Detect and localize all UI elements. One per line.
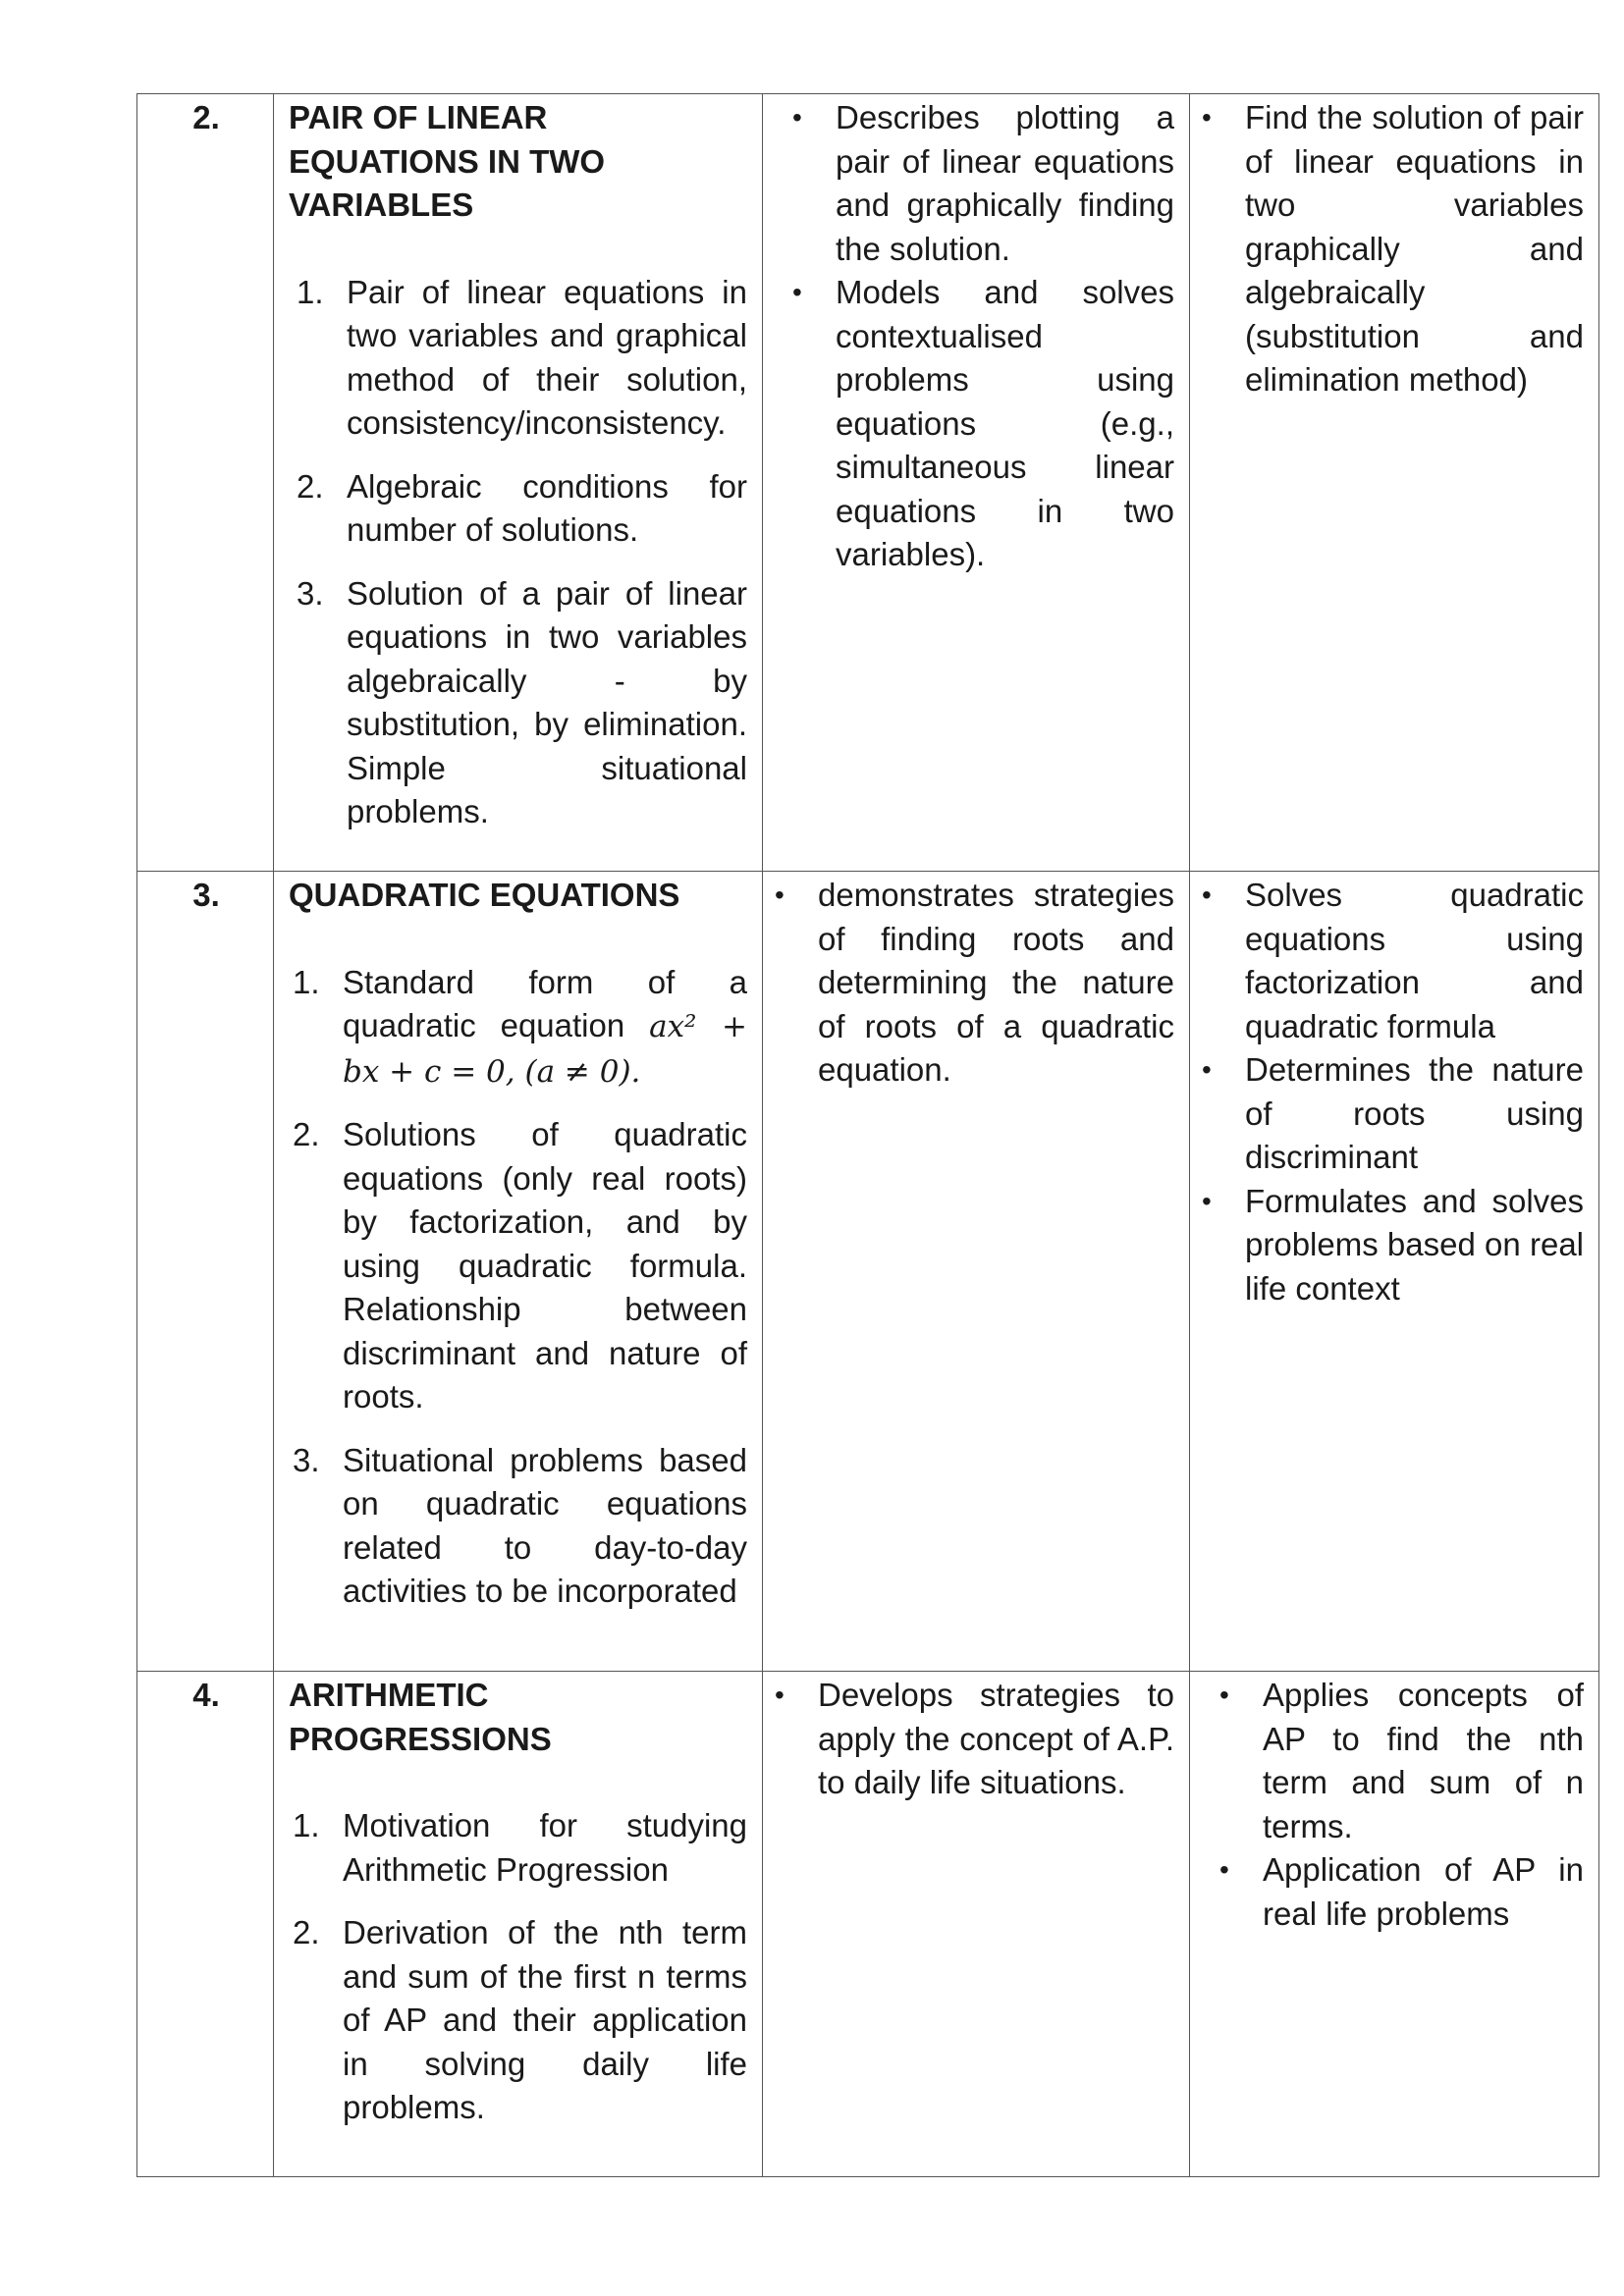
list-item: 3. Situational problems based on quadratic equations related to day-to-day activities to be incorporated [293, 1441, 747, 1609]
list-item: • Describes plotting a pair of linear equations and graphically finding the solution. [792, 99, 1174, 267]
syllabus-table [136, 93, 1599, 2177]
pedagogy-list [775, 874, 1174, 1093]
unit-number-cell [137, 94, 274, 872]
list-item: • Application of AP in real life problems [1219, 1851, 1584, 1932]
topic-list [289, 961, 747, 1614]
list-item: • Applies concepts of AP to find the nth term and sum of n terms. [1219, 1677, 1584, 1844]
unit-title: QUADRATIC EQUATIONS [289, 877, 680, 913]
list-item: 2. Algebraic conditions for number of solutions. [297, 467, 747, 548]
unit-title: PAIR OF LINEAR EQUATIONS IN TWO VARIABLES [289, 99, 606, 223]
list-item: • Determines the nature of roots using discriminant [1202, 1051, 1584, 1175]
unit-number: 4. [192, 1677, 220, 1713]
list-item: 2. Solutions of quadratic equations (only real roots) by factorization, and by using quadratic formula. Relationship between discriminant and nature of roots. [293, 1116, 747, 1415]
unit-content-cell [274, 94, 763, 872]
list-item: • Models and solves contextualised problems using equations (e.g., simultaneous linear equations in two variables). [792, 274, 1174, 572]
quadratic-formula: ax² + bx + c = 0, (a ≠ 0). [343, 1009, 747, 1090]
list-item: • demonstrates strategies of finding roots and determining the nature of roots of a quadratic equation. [775, 877, 1174, 1088]
table-row [137, 872, 1599, 1672]
topic-list [289, 1804, 747, 2130]
outcomes-list [1202, 96, 1584, 402]
pedagogy-list [775, 1674, 1174, 1805]
list-item: • Solves quadratic equations using factorization and quadratic formula [1202, 877, 1584, 1044]
unit-content-cell [274, 872, 763, 1672]
unit-number-cell [137, 872, 274, 1672]
table-row [137, 1672, 1599, 2177]
outcomes-cell [1190, 94, 1599, 872]
unit-number-cell [137, 1672, 274, 2177]
pedagogy-cell [763, 872, 1190, 1672]
outcomes-list [1219, 1674, 1584, 1936]
list-item: 1. Pair of linear equations in two variables and graphical method of their solution, consistency/inconsistency. [297, 273, 747, 441]
pedagogy-cell [763, 94, 1190, 872]
unit-content-cell [274, 1672, 763, 2177]
unit-number: 2. [192, 99, 220, 135]
list-item: 1. Standard form of a quadratic equation ax² + bx + c = 0, (a ≠ 0). [293, 963, 747, 1090]
table-row [137, 94, 1599, 872]
unit-number: 3. [192, 877, 220, 913]
outcomes-list [1202, 874, 1584, 1310]
unit-title: ARITHMETIC PROGRESSIONS [289, 1677, 552, 1757]
list-item: 1. Motivation for studying Arithmetic Progression [293, 1807, 747, 1888]
pedagogy-list [792, 96, 1174, 577]
outcomes-cell [1190, 872, 1599, 1672]
topic-list [289, 271, 747, 834]
list-item: 3. Solution of a pair of linear equations in two variables algebraically - by substitution, by elimination. Simple situational problems. [297, 574, 747, 829]
list-item: • Find the solution of pair of linear equations in two variables graphically and algebraically (substitution and elimination method) [1202, 99, 1584, 398]
list-item: 2. Derivation of the nth term and sum of the first n terms of AP and their application in solving daily life problems. [293, 1914, 747, 2125]
pedagogy-cell [763, 1672, 1190, 2177]
list-item: • Develops strategies to apply the concept of A.P. to daily life situations. [775, 1677, 1174, 1800]
list-item: • Formulates and solves problems based on real life context [1202, 1182, 1584, 1307]
outcomes-cell [1190, 1672, 1599, 2177]
